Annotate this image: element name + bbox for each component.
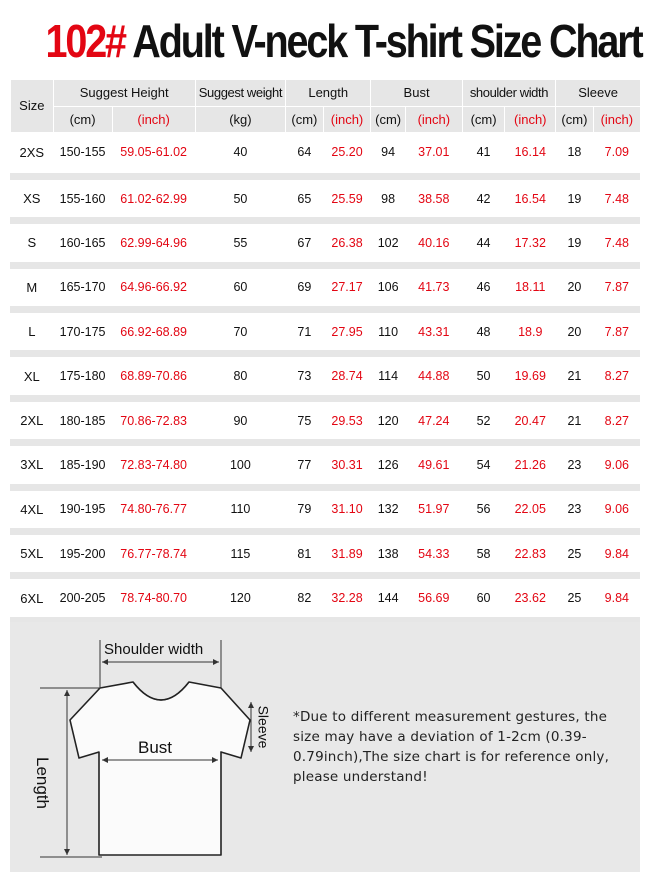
measurement-diagram: [10, 622, 640, 872]
table-cell: 60: [195, 265, 285, 309]
unit-header: (cm): [53, 106, 112, 132]
table-cell: 23: [556, 487, 594, 531]
table-cell: 126: [371, 443, 406, 487]
table-cell: 110: [371, 310, 406, 354]
size-cell: 2XS: [11, 132, 54, 176]
table-cell: 23: [556, 443, 594, 487]
table-cell: 17.32: [505, 221, 556, 265]
table-cell: 71: [286, 310, 324, 354]
table-cell: 50: [195, 176, 285, 220]
table-cell: 8.27: [593, 354, 640, 398]
table-cell: 18: [556, 132, 594, 176]
table-cell: 16.54: [505, 176, 556, 220]
table-cell: 165-170: [53, 265, 112, 309]
table-cell: 175-180: [53, 354, 112, 398]
group-header-height: Suggest Height: [53, 80, 195, 106]
table-cell: 90: [195, 398, 285, 442]
table-row: [11, 443, 641, 487]
table-row: [11, 576, 641, 620]
table-cell: 23.62: [505, 576, 556, 620]
size-cell: 2XL: [11, 398, 54, 442]
table-cell: 98: [371, 176, 406, 220]
table-cell: 41.73: [405, 265, 462, 309]
table-cell: 8.27: [593, 398, 640, 442]
size-cell: XL: [11, 354, 54, 398]
table-cell: 65: [286, 176, 324, 220]
table-units-row: [11, 106, 641, 132]
table-row: [11, 221, 641, 265]
table-cell: 7.87: [593, 310, 640, 354]
table-row: [11, 265, 641, 309]
table-row: [11, 354, 641, 398]
table-row: [11, 532, 641, 576]
unit-header: (cm): [556, 106, 594, 132]
table-cell: 42: [462, 176, 505, 220]
table-cell: 132: [371, 487, 406, 531]
tshirt-body: [70, 682, 250, 855]
table-cell: 114: [371, 354, 406, 398]
table-cell: 66.92-68.89: [112, 310, 195, 354]
table-cell: 7.09: [593, 132, 640, 176]
table-cell: 38.58: [405, 176, 462, 220]
table-cell: 150-155: [53, 132, 112, 176]
table-cell: 18.11: [505, 265, 556, 309]
table-cell: 9.06: [593, 487, 640, 531]
table-cell: 54.33: [405, 532, 462, 576]
table-cell: 20.47: [505, 398, 556, 442]
table-cell: 70: [195, 310, 285, 354]
shoulder-width-label: Shoulder width: [104, 641, 204, 658]
table-cell: 7.48: [593, 176, 640, 220]
table-cell: 100: [195, 443, 285, 487]
table-cell: 21.26: [505, 443, 556, 487]
table-cell: 44.88: [405, 354, 462, 398]
table-cell: 56.69: [405, 576, 462, 620]
table-cell: 160-165: [53, 221, 112, 265]
size-cell: 4XL: [11, 487, 54, 531]
table-cell: 25.59: [323, 176, 371, 220]
table-cell: 29.53: [323, 398, 371, 442]
table-cell: 16.14: [505, 132, 556, 176]
table-cell: 41: [462, 132, 505, 176]
table-cell: 200-205: [53, 576, 112, 620]
unit-header: (inch): [112, 106, 195, 132]
table-cell: 21: [556, 398, 594, 442]
table-cell: 46: [462, 265, 505, 309]
table-cell: 19: [556, 221, 594, 265]
table-cell: 180-185: [53, 398, 112, 442]
table-cell: 52: [462, 398, 505, 442]
table-cell: 40.16: [405, 221, 462, 265]
group-header-length: Length: [286, 80, 371, 106]
bust-label: Bust: [138, 738, 173, 757]
table-row: [11, 398, 641, 442]
table-cell: 27.17: [323, 265, 371, 309]
table-cell: 55: [195, 221, 285, 265]
size-cell: 6XL: [11, 576, 54, 620]
table-cell: 190-195: [53, 487, 112, 531]
size-chart-table: [10, 80, 640, 624]
table-cell: 31.10: [323, 487, 371, 531]
table-cell: 69: [286, 265, 324, 309]
table-row: [11, 310, 641, 354]
table-cell: 26.38: [323, 221, 371, 265]
table-cell: 59.05-61.02: [112, 132, 195, 176]
table-cell: 58: [462, 532, 505, 576]
table-row: [11, 487, 641, 531]
table-cell: 64.96-66.92: [112, 265, 195, 309]
measurement-note: *Due to different measurement gestures, the size may have a deviation of 1-2cm (0.39-0.79inch),The size chart is for reference only, please understand!: [293, 709, 610, 785]
table-cell: 9.84: [593, 532, 640, 576]
unit-header: (kg): [195, 106, 285, 132]
table-cell: 40: [195, 132, 285, 176]
table-cell: 102: [371, 221, 406, 265]
table-cell: 170-175: [53, 310, 112, 354]
table-cell: 49.61: [405, 443, 462, 487]
table-cell: 80: [195, 354, 285, 398]
table-header-row: [11, 80, 641, 106]
table-cell: 74.80-76.77: [112, 487, 195, 531]
table-cell: 62.99-64.96: [112, 221, 195, 265]
table-cell: 27.95: [323, 310, 371, 354]
table-cell: 120: [195, 576, 285, 620]
unit-header: (cm): [462, 106, 505, 132]
title-text: Adult V-neck T-shirt Size Chart: [124, 15, 642, 67]
table-cell: 18.9: [505, 310, 556, 354]
table-cell: 7.87: [593, 265, 640, 309]
sleeve-label: Sleeve: [255, 705, 272, 749]
table-cell: 9.06: [593, 443, 640, 487]
group-header-sleeve: Sleeve: [556, 80, 640, 106]
table-cell: 43.31: [405, 310, 462, 354]
table-cell: 70.86-72.83: [112, 398, 195, 442]
size-cell: XS: [11, 176, 54, 220]
table-cell: 77: [286, 443, 324, 487]
table-cell: 50: [462, 354, 505, 398]
unit-header: (inch): [405, 106, 462, 132]
table-cell: 68.89-70.86: [112, 354, 195, 398]
table-cell: 67: [286, 221, 324, 265]
table-cell: 9.84: [593, 576, 640, 620]
table-cell: 7.48: [593, 221, 640, 265]
table-cell: 44: [462, 221, 505, 265]
table-cell: 75: [286, 398, 324, 442]
table-cell: 73: [286, 354, 324, 398]
table-cell: 61.02-62.99: [112, 176, 195, 220]
table-cell: 185-190: [53, 443, 112, 487]
unit-header: (inch): [505, 106, 556, 132]
table-cell: 106: [371, 265, 406, 309]
table-cell: 138: [371, 532, 406, 576]
table-cell: 31.89: [323, 532, 371, 576]
group-header-bust: Bust: [371, 80, 462, 106]
size-header: Size: [11, 80, 54, 132]
size-cell: 3XL: [11, 443, 54, 487]
table-cell: 82: [286, 576, 324, 620]
size-cell: S: [11, 221, 54, 265]
size-cell: M: [11, 265, 54, 309]
table-cell: 47.24: [405, 398, 462, 442]
table-row: [11, 132, 641, 176]
table-cell: 115: [195, 532, 285, 576]
group-header-weight: Suggest weight: [195, 80, 285, 106]
table-cell: 32.28: [323, 576, 371, 620]
page-title: [45, 6, 642, 76]
table-cell: 54: [462, 443, 505, 487]
unit-header: (cm): [371, 106, 406, 132]
table-cell: 48: [462, 310, 505, 354]
table-cell: 60: [462, 576, 505, 620]
table-cell: 195-200: [53, 532, 112, 576]
unit-header: (inch): [323, 106, 371, 132]
table-cell: 37.01: [405, 132, 462, 176]
table-cell: 56: [462, 487, 505, 531]
size-cell: L: [11, 310, 54, 354]
table-cell: 22.05: [505, 487, 556, 531]
table-cell: 76.77-78.74: [112, 532, 195, 576]
unit-header: (inch): [593, 106, 640, 132]
table-cell: 120: [371, 398, 406, 442]
table-cell: 22.83: [505, 532, 556, 576]
table-cell: 19.69: [505, 354, 556, 398]
table-row: [11, 176, 641, 220]
table-cell: 30.31: [323, 443, 371, 487]
table-cell: 94: [371, 132, 406, 176]
length-label: Length: [33, 757, 52, 809]
size-cell: 5XL: [11, 532, 54, 576]
table-cell: 81: [286, 532, 324, 576]
table-cell: 78.74-80.70: [112, 576, 195, 620]
table-cell: 155-160: [53, 176, 112, 220]
table-cell: 64: [286, 132, 324, 176]
table-cell: 110: [195, 487, 285, 531]
table-cell: 28.74: [323, 354, 371, 398]
unit-header: (cm): [286, 106, 324, 132]
table-cell: 144: [371, 576, 406, 620]
table-cell: 25: [556, 532, 594, 576]
group-header-shoulder: shoulder width: [462, 80, 555, 106]
table-cell: 20: [556, 310, 594, 354]
title-number: 102#: [45, 15, 125, 67]
table-cell: 72.83-74.80: [112, 443, 195, 487]
table-cell: 25: [556, 576, 594, 620]
table-cell: 25.20: [323, 132, 371, 176]
table-cell: 19: [556, 176, 594, 220]
table-cell: 79: [286, 487, 324, 531]
table-cell: 51.97: [405, 487, 462, 531]
table-cell: 21: [556, 354, 594, 398]
table-cell: 20: [556, 265, 594, 309]
